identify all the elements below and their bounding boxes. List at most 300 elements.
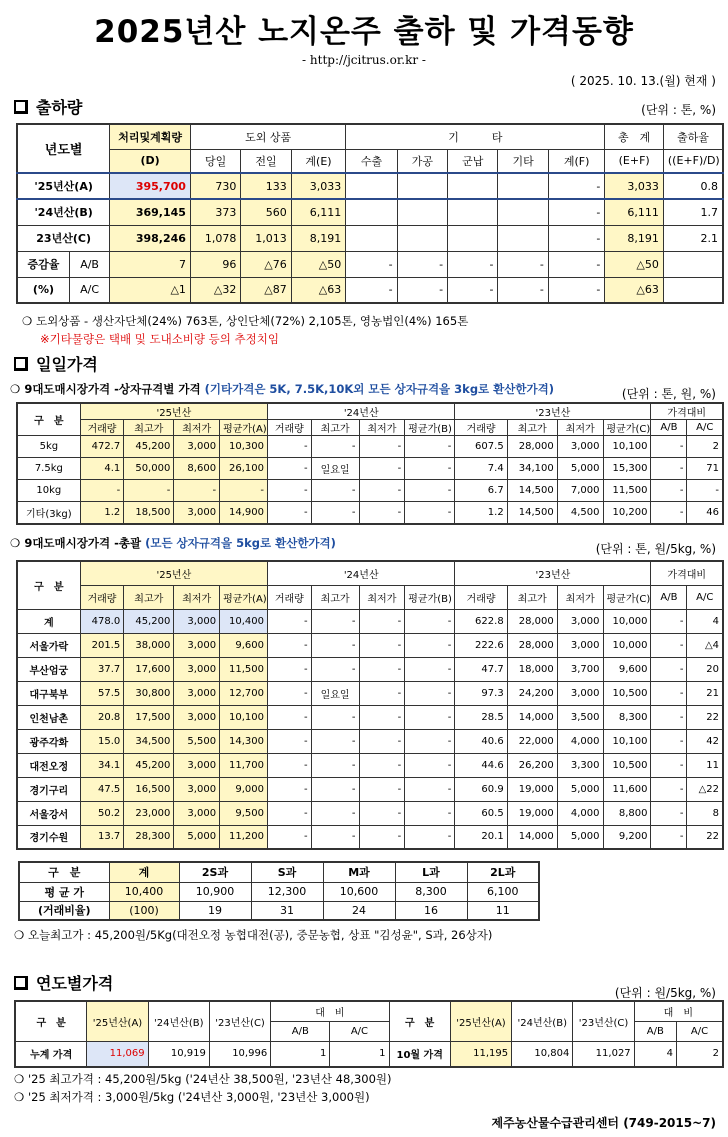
table-row: [17, 753, 723, 777]
table-row: [17, 502, 723, 524]
y24-cell: -: [359, 777, 405, 801]
row-label: 대전오정: [17, 753, 80, 777]
y23-cell: 3,700: [557, 657, 603, 681]
y25-cell: 11,700: [220, 753, 268, 777]
other-cell: 3,033: [605, 173, 663, 199]
hdr-avg_a: 평균가(A): [220, 585, 268, 609]
y24-cell: -: [405, 633, 455, 657]
table-row: [17, 277, 723, 303]
ratio-cell: [663, 251, 723, 277]
hdr-max: 최고가: [124, 420, 174, 436]
hdr-y24: '24년산(B): [512, 1001, 573, 1041]
ab-cell: -: [651, 801, 687, 825]
hdr-gubun: 구 분: [17, 403, 80, 436]
table-row: [17, 657, 723, 681]
y24-cell: -: [268, 502, 312, 524]
other-cell: -: [346, 251, 397, 277]
hdr-ac: A/C: [687, 420, 723, 436]
y25-cell: 37.7: [80, 657, 124, 681]
y24-cell: -: [311, 801, 359, 825]
ab-cell: -: [651, 681, 687, 705]
y24-cell: -: [359, 705, 405, 729]
hdr-today: 당일: [190, 149, 240, 173]
other-cell: [498, 225, 548, 251]
y24-cell: -: [311, 657, 359, 681]
yearly-note-min: ❍ '25 최저가격 : 3,000원/5kg ('24년산 3,000원, '23년산 3,000원): [14, 1090, 370, 1104]
daily-sub2-text: ❍ 9대도매시장가격 -총괄: [10, 536, 146, 550]
hdr-vol: 거래량: [455, 420, 507, 436]
y23-cell: 44.6: [455, 753, 507, 777]
y23-cell: 28,000: [507, 436, 557, 458]
row-label: 5kg: [17, 436, 80, 458]
ab-cell: -: [651, 609, 687, 633]
table-row: [17, 436, 723, 458]
y24-cell: -: [405, 705, 455, 729]
plan-cell: △1: [110, 277, 191, 303]
hdr-y23: '23년산: [455, 403, 651, 420]
y25-cell: -: [124, 480, 174, 502]
y25-cell: 47.5: [80, 777, 124, 801]
y25-cell: 34.1: [80, 753, 124, 777]
ac-cell: 71: [687, 458, 723, 480]
daily-unit1: (단위 : 톤, 원, %): [621, 387, 716, 401]
hdr-sum-f: 계(F): [548, 149, 605, 173]
row-label: '25년산(A): [17, 173, 110, 199]
y24-cell: -: [359, 753, 405, 777]
y23-cell: 8,800: [603, 801, 651, 825]
hdr-max: 최고가: [507, 585, 557, 609]
y25-cell: 10,300: [220, 436, 268, 458]
grade-avg-cell: 8,300: [395, 882, 467, 901]
ratio-cell: [663, 277, 723, 303]
ab-cell: -: [651, 458, 687, 480]
y25-cell: 5,000: [174, 825, 220, 849]
hdr-cmp: 가격대비: [651, 561, 723, 585]
ac-cell: △22: [687, 777, 723, 801]
y24-cell: -: [311, 729, 359, 753]
y25-cell: -: [174, 480, 220, 502]
other-cell: -: [448, 277, 498, 303]
hdr-ac: A/C: [676, 1021, 723, 1041]
y25-cell: 3,000: [174, 753, 220, 777]
y25-cell: 5,500: [174, 729, 220, 753]
y23-cell: 5,000: [557, 825, 603, 849]
y24-cell: -: [359, 436, 405, 458]
hdr-max: 최고가: [507, 420, 557, 436]
y24-cell: -: [405, 777, 455, 801]
ac-cell: 22: [687, 825, 723, 849]
ac-cell: 1: [330, 1041, 389, 1067]
hdr-vol: 거래량: [80, 420, 124, 436]
hdr-avg_c: 평균가(C): [603, 585, 651, 609]
footer-center: 제주농산물수급관리센터 (749-2015~7): [491, 1116, 716, 1130]
hdr-ab: A/B: [271, 1021, 330, 1041]
hdr-ab: A/B: [651, 420, 687, 436]
y24-cell: -: [268, 633, 312, 657]
hdr-process: 가공: [397, 149, 447, 173]
y23-cell: 607.5: [455, 436, 507, 458]
y23-cell: 7,000: [557, 480, 603, 502]
table-row: [17, 458, 723, 480]
table-row: [17, 633, 723, 657]
change-sublabel: A/B: [69, 251, 109, 277]
row-label: 누계 가격: [15, 1041, 87, 1067]
ab-cell: -: [651, 825, 687, 849]
plan-cell: 7: [110, 251, 191, 277]
y23-cell: 60.5: [455, 801, 507, 825]
y24-cell: 10,919: [148, 1041, 209, 1067]
y24-cell: -: [405, 480, 455, 502]
daily-sub2-note: (모든 상자규격을 5kg로 환산한가격): [145, 536, 336, 550]
grade-avg-cell: 12,300: [251, 882, 323, 901]
y23-cell: 10,200: [603, 502, 651, 524]
y23-cell: 7.4: [455, 458, 507, 480]
grade-avg-cell: 10,400: [109, 882, 179, 901]
other-cell: -: [548, 173, 605, 199]
daily-top-price-note: ❍ 오늘최고가 : 45,200원/5Kg(대전오정 농협대전(공), 중문농협, 상표 "김성윤", S과, 26상자): [14, 928, 493, 942]
grade-hdr: L과: [395, 862, 467, 882]
domestic-cell: 373: [190, 199, 240, 225]
domestic-cell: 133: [241, 173, 291, 199]
hdr-sum-e: 계(E): [291, 149, 345, 173]
other-cell: [346, 173, 397, 199]
hdr-y25: '25년산: [80, 561, 267, 585]
hdr-y24: '24년산: [268, 403, 455, 420]
hdr-prev: 전일: [241, 149, 291, 173]
y25-cell: 3,000: [174, 681, 220, 705]
y24-cell: -: [359, 729, 405, 753]
y23-cell: 3,000: [557, 633, 603, 657]
hdr-cmp: 대 비: [634, 1001, 723, 1021]
ab-cell: -: [651, 480, 687, 502]
y23-cell: 10,000: [603, 633, 651, 657]
hdr-min: 최저가: [359, 420, 405, 436]
table-row: [17, 777, 723, 801]
hdr-max: 최고가: [124, 585, 174, 609]
y25-cell: 1.2: [80, 502, 124, 524]
grade-table: [18, 861, 540, 921]
y23-cell: 19,000: [507, 777, 557, 801]
table-row: [17, 825, 723, 849]
grade-hdr: 계: [109, 862, 179, 882]
y25-cell: 4.1: [80, 458, 124, 480]
hdr-min: 최저가: [557, 420, 603, 436]
y24-cell: -: [311, 436, 359, 458]
hdr-gubun: 구 분: [15, 1001, 87, 1041]
hdr-other: 기 타: [346, 124, 605, 149]
plan-cell: 395,700: [110, 173, 191, 199]
y24-cell: -: [268, 681, 312, 705]
y25-cell: 3,000: [174, 609, 220, 633]
y24-cell: -: [359, 801, 405, 825]
y25-cell: 15.0: [80, 729, 124, 753]
y23-cell: 20.1: [455, 825, 507, 849]
y25-cell: 9,000: [220, 777, 268, 801]
y25-cell: 34,500: [124, 729, 174, 753]
other-cell: -: [548, 251, 605, 277]
hdr-cmp: 가격대비: [651, 403, 723, 420]
y23-cell: 622.8: [455, 609, 507, 633]
row-label: 기타(3kg): [17, 502, 80, 524]
hdr-max: 최고가: [311, 585, 359, 609]
change-label: 증감율: [17, 251, 69, 277]
y23-cell: 15,300: [603, 458, 651, 480]
ac-cell: 4: [687, 609, 723, 633]
table-row: [17, 251, 723, 277]
y25-cell: 3,000: [174, 502, 220, 524]
daily-unit2: (단위 : 톤, 원/5kg, %): [595, 542, 716, 556]
hdr-etc: 기타: [498, 149, 548, 173]
table-row: [17, 225, 723, 251]
hdr-vol: 거래량: [268, 585, 312, 609]
total-cell: △63: [605, 277, 663, 303]
y25-cell: 9,500: [220, 801, 268, 825]
y23-cell: 10,100: [603, 436, 651, 458]
other-cell: [346, 199, 397, 225]
domestic-cell: 8,191: [291, 225, 345, 251]
y25-cell: 30,800: [124, 681, 174, 705]
y25-cell: 16,500: [124, 777, 174, 801]
grade-share-cell: 31: [251, 901, 323, 920]
grade-share-label: (거래비율): [19, 901, 109, 920]
ab-cell: 4: [634, 1041, 676, 1067]
y23-cell: 5,000: [557, 458, 603, 480]
y24-cell: -: [311, 480, 359, 502]
y25-cell: 10,100: [220, 705, 268, 729]
y24-cell: -: [405, 458, 455, 480]
table-row: [17, 681, 723, 705]
page-title: 2025년산 노지온주 출하 및 가격동향: [94, 14, 634, 50]
table-row: [17, 729, 723, 753]
grade-avg-label: 평 균 가: [19, 882, 109, 901]
y25-cell: 26,100: [220, 458, 268, 480]
row-label: 23년산(C): [17, 225, 110, 251]
y23-cell: 18,000: [507, 657, 557, 681]
y25-cell: 17,500: [124, 705, 174, 729]
ab-cell: -: [651, 777, 687, 801]
other-cell: 1.7: [663, 199, 723, 225]
other-cell: [448, 173, 498, 199]
y25-cell: 3,000: [174, 801, 220, 825]
y24-cell: -: [359, 633, 405, 657]
y24-cell: -: [268, 657, 312, 681]
other-cell: -: [346, 277, 397, 303]
y23-cell: 11,600: [603, 777, 651, 801]
y25-cell: 50,000: [124, 458, 174, 480]
y23-cell: 28,000: [507, 609, 557, 633]
y23-cell: 60.9: [455, 777, 507, 801]
hdr-ab: A/B: [634, 1021, 676, 1041]
checkbox-icon: [14, 976, 28, 990]
y23-cell: 11,500: [603, 480, 651, 502]
hdr-min: 최저가: [557, 585, 603, 609]
checkbox-icon: [14, 100, 28, 114]
y23-cell: 10,100: [603, 729, 651, 753]
grade-hdr: 구 분: [19, 862, 109, 882]
y24-cell: -: [268, 825, 312, 849]
row-label: 서울강서: [17, 801, 80, 825]
y23-cell: 47.7: [455, 657, 507, 681]
y23-cell: 10,996: [209, 1041, 270, 1067]
site-url[interactable]: - http://jcitrus.or.kr -: [302, 53, 426, 67]
hdr-max: 최고가: [311, 420, 359, 436]
domestic-cell: 1,013: [241, 225, 291, 251]
hdr-ac: A/C: [330, 1021, 389, 1041]
grade-share-cell: 16: [395, 901, 467, 920]
y25-cell: 45,200: [124, 753, 174, 777]
y23-cell: 3,000: [557, 681, 603, 705]
domestic-cell: △50: [291, 251, 345, 277]
ac-cell: 8: [687, 801, 723, 825]
grade-avg-cell: 10,600: [323, 882, 395, 901]
row-label: 광주각화: [17, 729, 80, 753]
y24-cell: -: [405, 609, 455, 633]
domestic-cell: 96: [190, 251, 240, 277]
shipment-note: ❍ 도외상품 - 생산자단체(24%) 763톤, 상인단체(72%) 2,105톤, 영농법인(4%) 165톤: [22, 314, 469, 328]
ac-cell: 11: [687, 753, 723, 777]
section-yearly-title: 연도별가격: [36, 974, 114, 993]
y23-cell: 14,500: [507, 502, 557, 524]
y23-cell: 22,000: [507, 729, 557, 753]
hdr-min: 최저가: [359, 585, 405, 609]
y23-cell: 3,300: [557, 753, 603, 777]
domestic-cell: 730: [190, 173, 240, 199]
y24-cell: 일요일: [311, 458, 359, 480]
y23-cell: 10,000: [603, 609, 651, 633]
hdr-y25: '25년산(A): [450, 1001, 511, 1041]
hdr-vol: 거래량: [455, 585, 507, 609]
y24-cell: -: [359, 480, 405, 502]
checkbox-icon: [14, 357, 28, 371]
y24-cell: -: [311, 777, 359, 801]
hdr-vol: 거래량: [268, 420, 312, 436]
y23-cell: 9,600: [603, 657, 651, 681]
grade-avg-cell: 10,900: [179, 882, 251, 901]
grade-avg-cell: 6,100: [467, 882, 539, 901]
y25-cell: 3,000: [174, 436, 220, 458]
ab-cell: -: [651, 705, 687, 729]
ab-cell: -: [651, 436, 687, 458]
y24-cell: -: [268, 777, 312, 801]
other-cell: 2.1: [663, 225, 723, 251]
table-row: [17, 199, 723, 225]
yearly-price-table: [14, 1000, 724, 1068]
hdr-y25: '25년산(A): [87, 1001, 148, 1041]
y24-cell: -: [311, 753, 359, 777]
other-cell: [397, 225, 447, 251]
hdr-avg_b: 평균가(B): [405, 585, 455, 609]
ac-cell: 46: [687, 502, 723, 524]
y24-cell: -: [311, 825, 359, 849]
y24-cell: -: [268, 801, 312, 825]
y24-cell: -: [311, 705, 359, 729]
y25-cell: 11,195: [450, 1041, 511, 1067]
y23-cell: 8,300: [603, 705, 651, 729]
y25-cell: 14,900: [220, 502, 268, 524]
y23-cell: 4,500: [557, 502, 603, 524]
y24-cell: 일요일: [311, 681, 359, 705]
y24-cell: -: [405, 825, 455, 849]
y25-cell: 201.5: [80, 633, 124, 657]
ac-cell: 22: [687, 705, 723, 729]
ac-cell: -: [687, 480, 723, 502]
y25-cell: 478.0: [80, 609, 124, 633]
hdr-ac: A/C: [687, 585, 723, 609]
y24-cell: -: [268, 705, 312, 729]
y24-cell: -: [405, 436, 455, 458]
ab-cell: -: [651, 729, 687, 753]
section-shipment-heading: [14, 95, 82, 118]
y25-cell: 50.2: [80, 801, 124, 825]
hdr-plan-d: (D): [110, 149, 191, 173]
y23-cell: 10,500: [603, 681, 651, 705]
market-price-table: [16, 560, 724, 850]
section-shipment-title: 출하량: [36, 98, 83, 117]
y24-cell: 10,804: [512, 1041, 573, 1067]
domestic-cell: △76: [241, 251, 291, 277]
hdr-y23: '23년산(C): [573, 1001, 634, 1041]
hdr-y24: '24년산(B): [148, 1001, 209, 1041]
row-label: 대구북부: [17, 681, 80, 705]
y23-cell: 3,000: [557, 609, 603, 633]
size-price-table: [16, 402, 724, 525]
y24-cell: -: [268, 458, 312, 480]
hdr-vol: 거래량: [80, 585, 124, 609]
domestic-cell: 1,078: [190, 225, 240, 251]
y25-cell: 20.8: [80, 705, 124, 729]
row-label: 서울가락: [17, 633, 80, 657]
change-label: (%): [17, 277, 69, 303]
shipment-note-red: ※기타물량은 택배 및 도내소비량 등의 추정치임: [40, 332, 279, 346]
y23-cell: 97.3: [455, 681, 507, 705]
hdr-total: 총 계: [605, 124, 663, 149]
y24-cell: -: [359, 681, 405, 705]
row-label: 계: [17, 609, 80, 633]
y24-cell: -: [405, 729, 455, 753]
daily-sub2: [10, 535, 336, 551]
daily-sub1: [10, 381, 554, 397]
table-row: [17, 705, 723, 729]
y23-cell: 3,000: [557, 436, 603, 458]
y25-cell: 14,300: [220, 729, 268, 753]
y23-cell: 5,000: [557, 777, 603, 801]
y25-cell: 13.7: [80, 825, 124, 849]
other-cell: -: [397, 251, 447, 277]
grade-share-cell: (100): [109, 901, 179, 920]
y23-cell: 19,000: [507, 801, 557, 825]
yearly-note-max: ❍ '25 최고가격 : 45,200원/5kg ('24년산 38,500원, '23년산 48,300원): [14, 1072, 392, 1086]
y25-cell: 472.7: [80, 436, 124, 458]
daily-sub1-note: (기타가격은 5K, 7.5K,10K외 모든 상자규격을 3kg로 환산한가격): [204, 382, 554, 396]
y25-cell: 23,000: [124, 801, 174, 825]
grade-share-cell: 11: [467, 901, 539, 920]
ab-cell: -: [651, 753, 687, 777]
hdr-army: 군납: [448, 149, 498, 173]
y23-cell: 222.6: [455, 633, 507, 657]
section-daily-title: 일일가격: [36, 355, 98, 374]
y25-cell: 9,600: [220, 633, 268, 657]
y24-cell: -: [359, 609, 405, 633]
other-cell: [448, 225, 498, 251]
y24-cell: -: [405, 753, 455, 777]
y23-cell: 14,500: [507, 480, 557, 502]
plan-cell: 369,145: [110, 199, 191, 225]
hdr-y23: '23년산: [455, 561, 651, 585]
other-cell: [397, 199, 447, 225]
y23-cell: 14,000: [507, 705, 557, 729]
grade-share-cell: 24: [323, 901, 395, 920]
other-cell: [397, 173, 447, 199]
